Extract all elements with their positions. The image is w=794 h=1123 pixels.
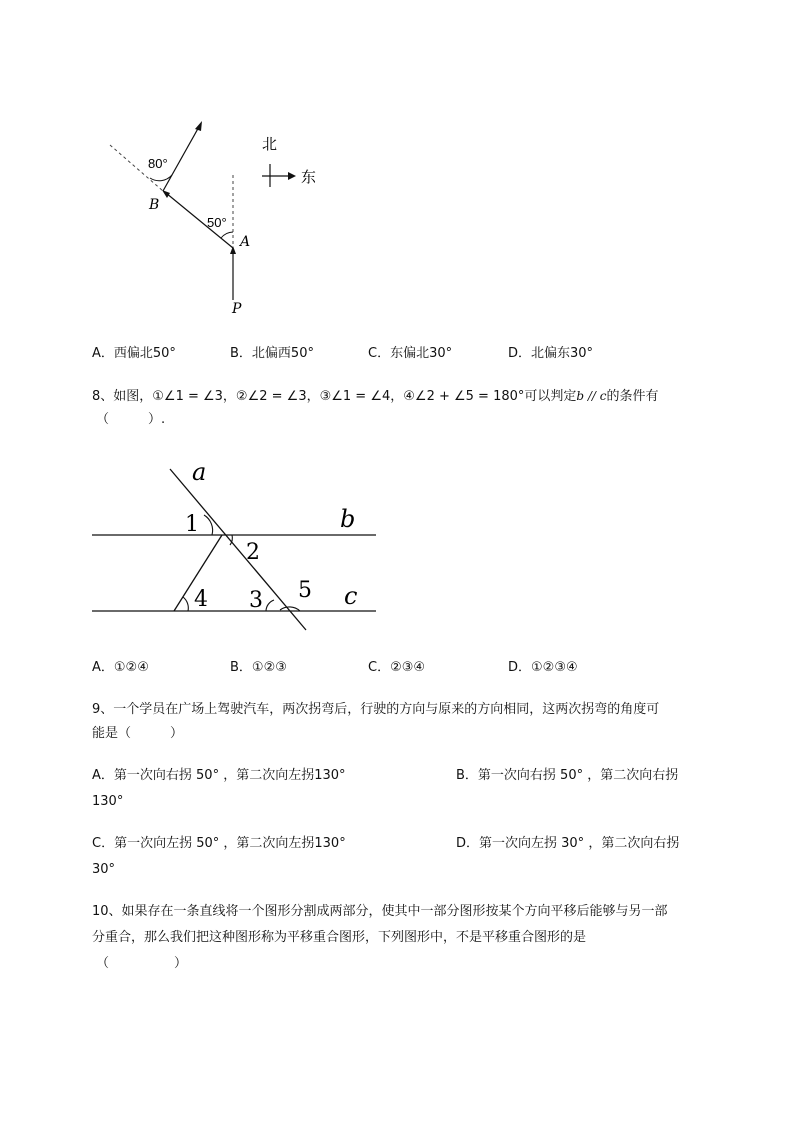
arc-4 xyxy=(183,597,188,611)
q9-stem-line-1: 9、一个学员在广场上驾驶汽车，两次拐弯后，行驶的方向与原来的方向相同，这两次拐弯的角度可 xyxy=(92,702,660,717)
ray-b xyxy=(163,125,200,191)
q8-option-d: D．①②③④ xyxy=(508,660,578,675)
label-angle-1: 1 xyxy=(185,512,199,537)
line-a xyxy=(170,469,306,630)
label-angle-4: 4 xyxy=(194,587,208,612)
q8-stem-parallel: b // c xyxy=(576,389,607,403)
label-80: 80° xyxy=(148,156,168,171)
q8-option-c: C．②③④ xyxy=(368,660,426,675)
q10-stem-line-2: 分重合，那么我们把这种图形称为平移重合图形，下列图形中，不是平移重合图形的是 xyxy=(92,930,587,945)
q8-stem-conditions: 8、如图，①∠1 = ∠3，②∠2 = ∠3，③∠1 = ∠4，④∠2 + ∠5 = 180°可以判定 xyxy=(92,389,577,404)
arrowhead-b xyxy=(195,121,202,131)
q10-blank: （ ） xyxy=(96,956,188,971)
q8-stem xyxy=(92,387,659,406)
compass-arrow-icon xyxy=(288,172,296,180)
q7-option-b: B．北偏西50° xyxy=(230,346,314,361)
label-angle-2: 2 xyxy=(246,540,260,565)
arc-50 xyxy=(221,232,233,238)
q8-option-a: A．①②④ xyxy=(92,660,149,675)
label-line-a: a xyxy=(192,458,207,486)
compass-east-label: 东 xyxy=(301,168,317,186)
label-50: 50° xyxy=(207,215,227,230)
q9-option-d: D．第一次向左拐 30° ，第二次向右拐 xyxy=(456,836,680,851)
q8-option-b: B．①②③ xyxy=(230,660,287,675)
q7-option-c: C．东偏北30° xyxy=(368,346,453,361)
q9-stem-line-2: 能是（ ） xyxy=(92,726,184,741)
q9-option-a: A．第一次向右拐 50° ，第二次向左拐130° xyxy=(92,768,346,783)
arrowhead-pa xyxy=(230,246,236,254)
q8-blank: （ ）. xyxy=(96,412,166,427)
label-line-c: c xyxy=(344,582,358,610)
arc-3 xyxy=(266,600,274,611)
q7-option-d: D．北偏东30° xyxy=(508,346,594,361)
q9-option-b-cont: 130° xyxy=(92,794,124,809)
q10-stem-line-1: 10、如果存在一条直线将一个图形分割成两部分，使其中一部分图形按某个方向平移后能够与另一部 xyxy=(92,904,668,919)
q9-option-d-cont: 30° xyxy=(92,862,116,877)
q8-stem-end: 的条件有 xyxy=(606,389,659,404)
label-p: P xyxy=(232,301,242,317)
q7-option-a: A．西偏北50° xyxy=(92,346,176,361)
compass-north-label: 北 xyxy=(262,135,278,153)
parallel-lines-figure xyxy=(88,455,388,635)
q9-option-b: B．第一次向右拐 50° ，第二次向右拐 xyxy=(456,768,679,783)
label-b: B xyxy=(149,197,160,213)
direction-figure xyxy=(100,115,340,320)
arrowhead-ab xyxy=(162,190,170,198)
label-angle-5: 5 xyxy=(298,578,312,603)
label-a: A xyxy=(240,234,251,250)
label-line-b: b xyxy=(340,505,356,533)
label-angle-3: 3 xyxy=(249,588,263,613)
q9-option-c: C．第一次向左拐 50° ，第二次向左拐130° xyxy=(92,836,346,851)
